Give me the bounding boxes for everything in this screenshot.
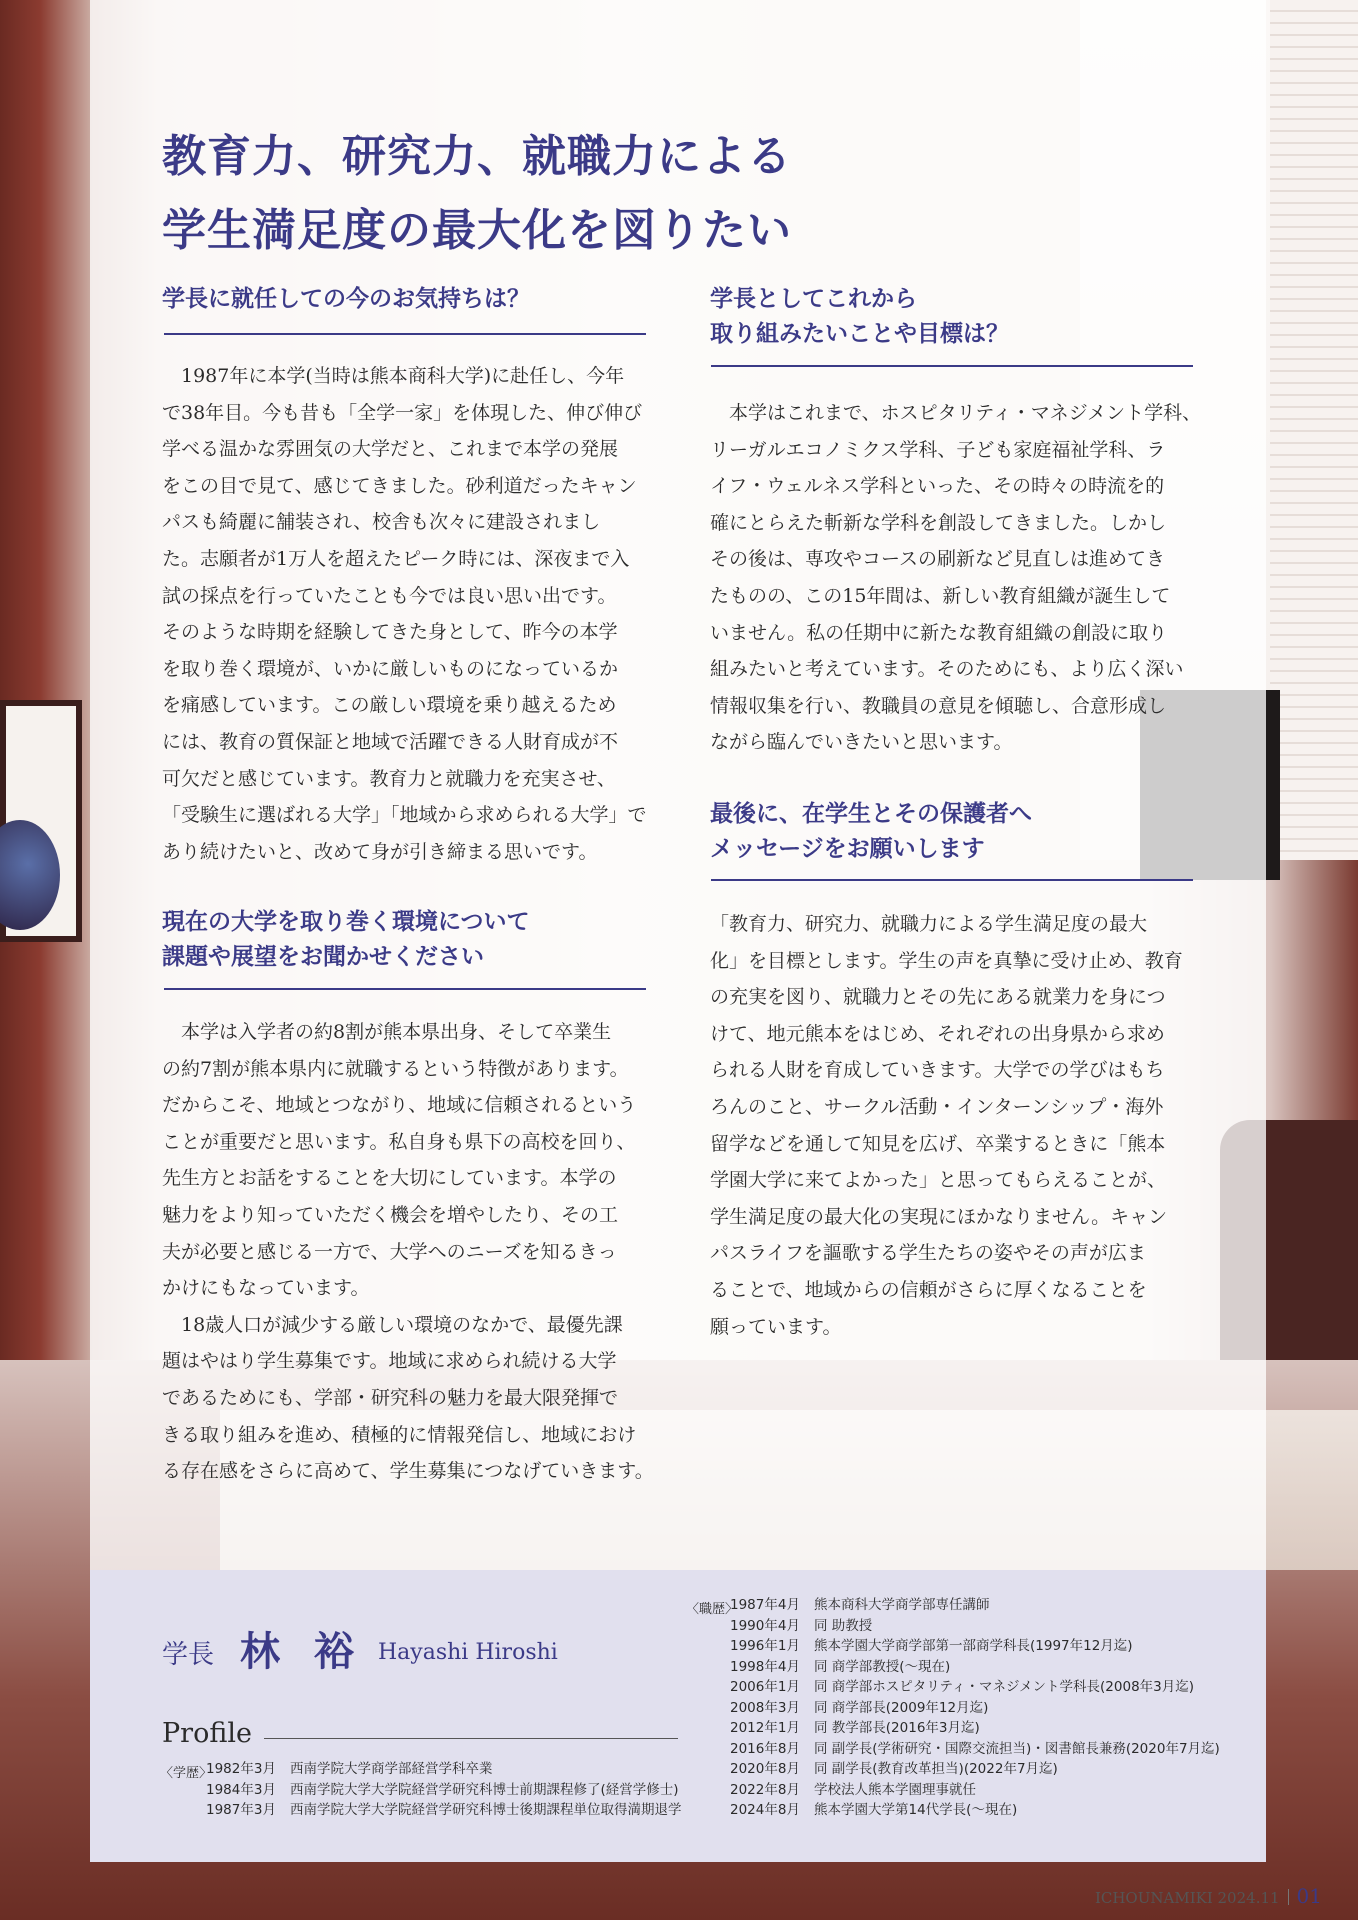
title-line-2: 学生満足度の最大化を図りたい	[162, 205, 792, 256]
career-date: 2012年1月	[730, 1720, 800, 1736]
president-role: 学長	[162, 1640, 215, 1670]
career-date: 2020年8月	[730, 1761, 800, 1777]
career-text: 熊本学園大学第14代学長(～現在)	[814, 1802, 1018, 1818]
section-4-line: られる人財を育成していきます。大学での学びはもち	[710, 1059, 1165, 1082]
footer-divider	[1288, 1889, 1289, 1905]
section-4-line: パスライフを謳歌する学生たちの姿やその声が広ま	[710, 1242, 1146, 1265]
section-1-line: た。志願者が1万人を超えたピーク時には、深夜まで入	[162, 547, 630, 570]
education-text: 西南学院大学商学部経営学科卒業	[290, 1761, 493, 1777]
section-1-line: をこの目で見て、感じてきました。砂利道だったキャン	[162, 474, 637, 497]
section-1-line: 可欠だと感じています。教育力と就職力を充実させ、	[162, 767, 616, 790]
profile-heading: Profile	[162, 1718, 252, 1749]
section-4-line: 留学などを通して知見を広げ、卒業するときに「熊本	[710, 1132, 1166, 1155]
section-4-rule	[711, 879, 1193, 881]
section-2-body	[162, 1014, 654, 1490]
career-text: 同 副学長(教育改革担当)(2022年7月迄)	[814, 1761, 1058, 1777]
section-4-line: ることで、地域からの信頼がさらに厚くなることを	[710, 1278, 1147, 1301]
career-date: 2024年8月	[730, 1802, 800, 1818]
section-3-heading-line: 取り組みたいことや目標は？	[710, 321, 1009, 347]
section-2-heading-line: 現在の大学を取り巻く環境について	[162, 909, 530, 935]
career-date: 1987年4月	[730, 1597, 800, 1613]
career-text: 同 商学部教授(～現在)	[814, 1658, 951, 1675]
section-1-line: で38年目。今も昔も「全学一家」を体現した、伸び伸び	[162, 401, 643, 424]
section-4-heading	[710, 797, 1032, 867]
section-4-line: 化」を目標とします。学生の声を真摯に受け止め、教育	[710, 949, 1183, 972]
section-4-heading-line: メッセージをお願いします	[710, 836, 985, 862]
section-2-line: の約7割が熊本県内に就職するという特徴があります。	[162, 1057, 629, 1080]
career-date: 2006年1月	[730, 1679, 800, 1695]
section-3-line: 確にとらえた斬新な学科を創設してきました。しかし	[710, 511, 1167, 534]
career-date: 1990年4月	[730, 1617, 800, 1634]
background-blind	[1270, 0, 1358, 860]
education-row	[206, 1800, 682, 1821]
career-date: 1996年1月	[730, 1638, 800, 1654]
page-title	[162, 120, 792, 268]
president-name: 林 裕	[240, 1628, 364, 1675]
career-text: 同 商学部長(2009年12月迄)	[814, 1699, 989, 1716]
education-label: 〈学歴〉	[160, 1766, 213, 1781]
section-1-rule	[164, 333, 646, 335]
section-1-body	[162, 358, 647, 870]
career-text: 同 教学部長(2016年3月迄)	[814, 1720, 980, 1736]
section-3-line: たものの、この15年間は、新しい教育組織が誕生して	[710, 584, 1171, 607]
section-1-heading-line: 学長に就任しての今のお気持ちは？	[162, 286, 530, 312]
section-3-line: 組みたいと考えています。そのためにも、より広く深い	[710, 658, 1184, 681]
section-4-line: ろんのこと、サークル活動・インターンシップ・海外	[710, 1095, 1164, 1118]
section-2-heading-line: 課題や展望をお聞かせください	[162, 944, 484, 970]
career-text: 熊本商科大学商学部専任講師	[814, 1597, 990, 1613]
section-4-body	[710, 906, 1183, 1345]
section-3-line: リーガルエコノミクス学科、子ども家庭福祉学科、ラ	[710, 438, 1166, 461]
section-3-heading-line: 学長としてこれから	[710, 286, 917, 312]
section-1-line: 1987年に本学(当時は熊本商科大学)に赴任し、今年	[162, 365, 625, 387]
section-4-line: 「教育力、研究力、就職力による学生満足度の最大	[710, 913, 1148, 935]
section-1-line: には、教育の質保証と地域で活躍できる人財育成が不	[162, 730, 619, 753]
career-date: 1998年4月	[730, 1658, 800, 1675]
career-text: 学校法人熊本学園理事就任	[814, 1781, 976, 1798]
career-row	[730, 1739, 1220, 1760]
section-3-line: いません。私の任期中に新たな教育組織の創設に取り	[710, 621, 1168, 644]
section-2-line: 18歳人口が減少する厳しい環境のなかで、最優先課	[162, 1313, 623, 1336]
section-4-line: の充実を図り、就職力とその先にある就業力を身につ	[710, 986, 1166, 1009]
education-date: 1982年3月	[206, 1761, 276, 1777]
section-1-line: そのような時期を経験してきた身として、昨今の本学	[162, 621, 618, 644]
career-row	[730, 1698, 1220, 1719]
education-list	[206, 1759, 682, 1821]
section-2-line: だからこそ、地域とつながり、地域に信頼されるという	[162, 1094, 637, 1117]
section-2-rule	[164, 988, 646, 990]
education-date: 1987年3月	[206, 1802, 276, 1818]
education-date: 1984年3月	[206, 1781, 276, 1798]
section-1-line: あり続けたいと、改めて身が引き締まる思いです。	[162, 840, 598, 863]
section-1-heading	[162, 282, 530, 317]
president-roman-name: Hayashi Hiroshi	[378, 1640, 558, 1665]
career-text: 熊本学園大学商学部第一部商学科長(1997年12月迄)	[814, 1638, 1133, 1654]
section-2-line: 本学は入学者の約8割が熊本県出身、そして卒業生	[162, 1021, 612, 1043]
career-row	[730, 1780, 1220, 1801]
career-list	[730, 1595, 1220, 1821]
section-3-line: その後は、専攻やコースの刷新など見直しは進めてき	[710, 548, 1166, 571]
career-row	[730, 1759, 1220, 1780]
section-4-line: けて、地元熊本をはじめ、それぞれの出身県から求め	[710, 1022, 1165, 1045]
career-date: 2022年8月	[730, 1781, 800, 1798]
section-2-line: る存在感をさらに高めて、学生募集につなげていきます。	[162, 1460, 654, 1483]
section-2-line: 夫が必要と感じる一方で、大学へのニーズを知るきっ	[162, 1240, 617, 1263]
education-text: 西南学院大学大学院経営学研究科博士後期課程単位取得満期退学	[290, 1802, 682, 1818]
career-row	[730, 1677, 1220, 1698]
page-number: 01	[1296, 1884, 1322, 1908]
title-line-1: 教育力、研究力、就職力による	[162, 131, 792, 182]
career-label: 〈職歴〉	[686, 1602, 739, 1617]
section-3-body	[710, 395, 1201, 761]
section-4-line: 学園大学に来てよかった」と思ってもらえることが、	[710, 1169, 1167, 1192]
career-row	[730, 1718, 1220, 1739]
career-date: 2016年8月	[730, 1740, 800, 1757]
section-1-line: 「受験生に選ばれる大学」「地域から求められる大学」で	[162, 804, 647, 827]
career-text: 同 助教授	[814, 1617, 873, 1634]
career-row	[730, 1636, 1220, 1657]
career-row	[730, 1616, 1220, 1637]
education-row	[206, 1759, 682, 1780]
section-1-line: 学べる温かな雰囲気の大学だと、これまで本学の発展	[162, 438, 619, 461]
section-2-line: ことが重要だと思います。私自身も県下の高校を回り、	[162, 1130, 636, 1153]
career-row	[730, 1595, 1220, 1616]
career-row	[730, 1800, 1220, 1821]
section-2-line: 先生方とお話をすることを大切にしています。本学の	[162, 1167, 617, 1190]
career-text: 同 副学長(学術研究・国際交流担当)・図書館長兼務(2020年7月迄)	[814, 1740, 1220, 1757]
career-row	[730, 1657, 1220, 1678]
education-text: 西南学院大学大学院経営学研究科博士前期課程修了(経営学修士)	[290, 1781, 679, 1798]
section-4-heading-line: 最後に、在学生とその保護者へ	[710, 801, 1032, 827]
magazine-issue: ICHOUNAMIKI 2024.11	[1094, 1889, 1280, 1907]
career-date: 2008年3月	[730, 1699, 800, 1716]
section-3-line: イフ・ウェルネス学科といった、その時々の時流を的	[710, 475, 1165, 498]
section-2-line: 魅力をより知っていただく機会を増やしたり、その工	[162, 1203, 619, 1226]
section-2-line: かけにもなっています。	[162, 1277, 370, 1300]
education-row	[206, 1780, 682, 1801]
section-3-line: 情報収集を行い、教職員の意見を傾聴し、合意形成し	[710, 694, 1167, 717]
section-1-line: を痛感しています。この厳しい環境を乗り越えるため	[162, 694, 617, 717]
section-1-line: パスも綺麗に舗装され、校舎も次々に建設されまし	[162, 511, 601, 534]
section-3-line: ながら臨んでいきたいと思います。	[710, 731, 1013, 754]
section-2-line: であるためにも、学部・研究科の魅力を最大限発揮で	[162, 1386, 619, 1409]
section-3-line: 本学はこれまで、ホスピタリティ・マネジメント学科、	[710, 402, 1202, 424]
section-1-line: 試の採点を行っていたことも今では良い思い出です。	[162, 584, 617, 607]
section-1-line: を取り巻く環境が、いかに厳しいものになっているか	[162, 657, 619, 680]
section-4-line: 願っています。	[710, 1315, 842, 1338]
section-3-rule	[711, 365, 1193, 367]
section-4-line: 学生満足度の最大化の実現にほかなりません。キャン	[710, 1205, 1168, 1228]
section-3-heading	[710, 282, 1009, 352]
section-2-line: きる取り組みを進め、積極的に情報発信し、地域におけ	[162, 1423, 637, 1446]
profile-rule	[264, 1738, 678, 1739]
career-text: 同 商学部ホスピタリティ・マネジメント学科長(2008年3月迄)	[814, 1679, 1195, 1695]
page-footer	[1095, 1884, 1322, 1908]
section-2-line: 題はやはり学生募集です。地域に求められ続ける大学	[162, 1350, 617, 1373]
section-2-heading	[162, 905, 530, 975]
